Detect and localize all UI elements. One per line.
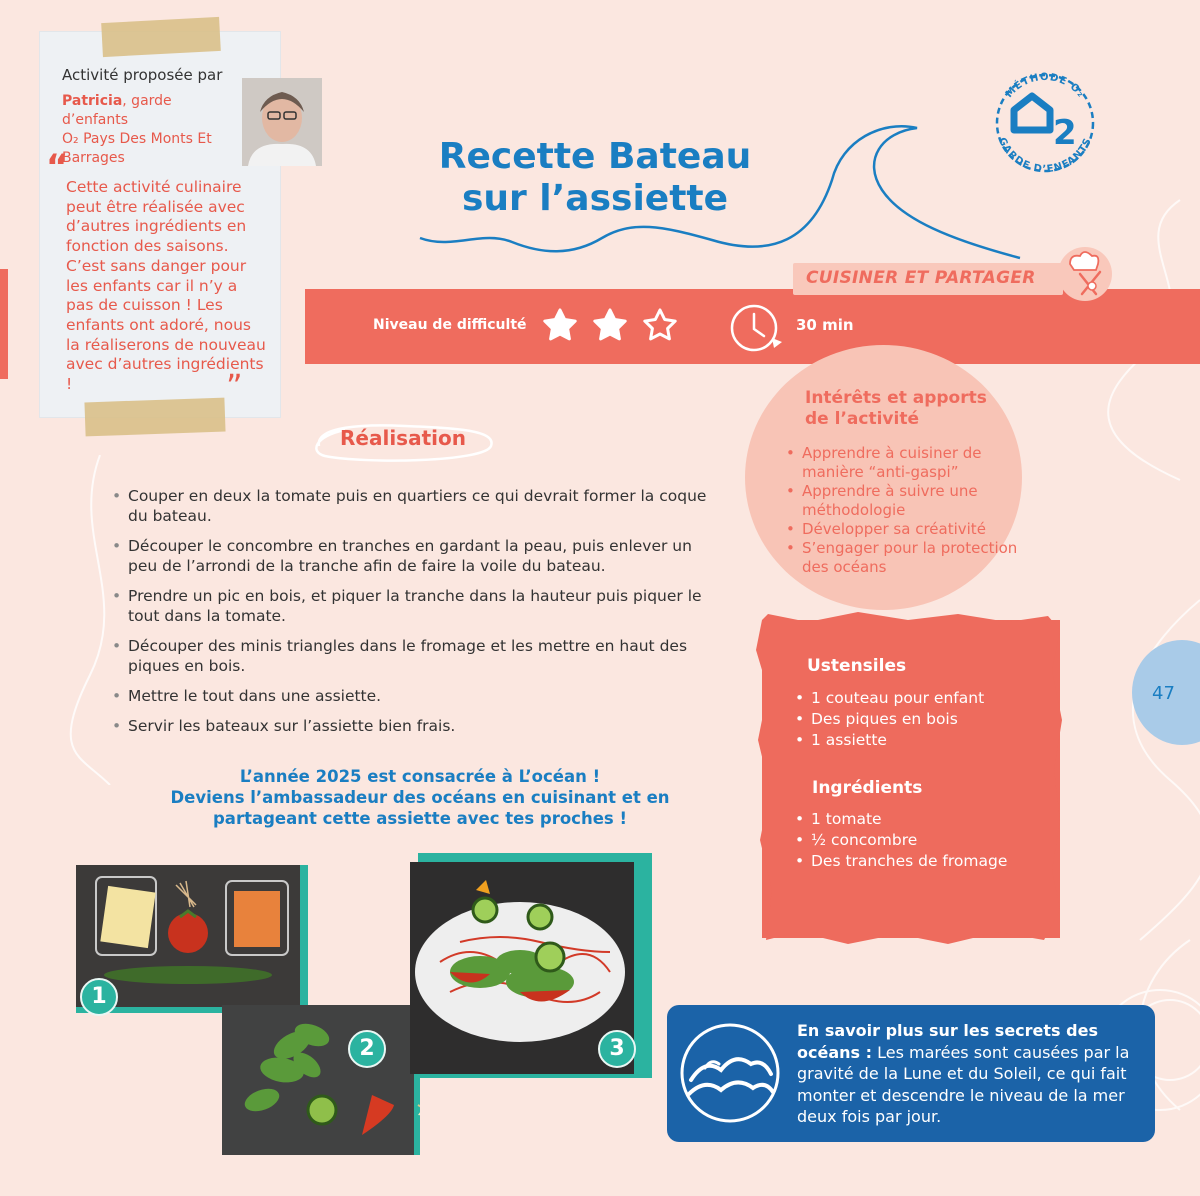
ocean-message-line-2: Deviens l’ambassadeur des océans en cuisinant et en [170,788,670,807]
ocean-fact-text [797,1020,1147,1128]
interests-title-line-2: de l’activité [805,409,919,429]
interest-item: • S’engager pour la protection des océans [786,539,1026,577]
author-info [62,92,242,168]
star-filled-icon [545,310,575,339]
quote-text: Cette activité culinaire peut être réalisée avec d’autres ingrédients en fonction des saisons. C’est sans danger pour les enfants car il n’y a pas de cuisson ! Les enfants ont adoré, nous la réaliserons de nouveau avec d’autres ingrédients ! [66,178,266,394]
clock-icon [728,302,788,354]
utensil-item: • 1 couteau pour enfant [795,688,1035,709]
photo-2-badge: 2 [348,1030,386,1068]
category-label: CUISINER ET PARTAGER [806,268,1036,288]
left-band [0,269,8,379]
step-item: • Servir les bateaux sur l’assiette bien frais. [112,716,712,736]
interest-item: • Apprendre à cuisiner de manière “anti-gaspi” [786,444,1026,482]
interests-list [786,444,1026,577]
ingredient-item: • 1 tomate [795,809,1035,830]
svg-text:MÉTHODE O₂ [1004,72,1087,100]
difficulty-stars [542,308,682,344]
svg-text:2: 2 [1053,113,1077,153]
step-item: • Découper le concombre en tranches en gardant la peau, puis enlever un peu de l’arrondi de la tranche afin de faire la voile du bateau. [112,536,712,576]
utensils-title: Ustensiles [807,656,907,676]
duration-value: 30 min [796,316,854,334]
photo-2-assembly [222,1005,420,1155]
logo-top-text: MÉTHODE O₂ [1003,71,1087,101]
title-line-2: sur l’assiette [461,178,729,219]
utensil-item: • 1 assiette [795,730,1035,751]
utensil-item: • Des piques en bois [795,709,1035,730]
author-name: Patricia [62,93,123,109]
open-quote-icon: “ [46,147,69,187]
ocean-message [120,766,720,829]
realisation-title: Réalisation [340,426,466,450]
interest-item: • Apprendre à suivre une méthodologie [786,482,1026,520]
star-empty-icon [645,310,675,339]
page-number: 47 [1152,683,1175,704]
interests-title-line-1: Intérêts et apports [805,388,987,408]
step-item: • Mettre le tout dans une assiette. [112,686,712,706]
ocean-message-line-3: partageant cette assiette avec tes proches ! [213,809,627,828]
ocean-fact-body: Les marées sont causées par la gravité de la Lune et du Soleil, ce qui fait monter et descendre le niveau de la mer deux fois par jour. [797,1042,1130,1126]
chef-utensils-icon [1052,244,1118,302]
interests-title [805,388,987,430]
agency-name: O₂ Pays Des Monts Et Barrages [62,131,212,166]
proposed-by-label: Activité proposée par [62,66,223,84]
house-icon [1014,96,1050,130]
interest-item: • Développer sa créativité [786,520,1026,539]
svg-text:GARDE D’ENFANTS [996,136,1094,175]
steps-list [112,486,712,746]
tape-bottom [84,398,225,437]
utensils-list [795,688,1035,751]
star-filled-icon [595,310,625,339]
difficulty-label: Niveau de difficulté [373,317,527,333]
page-title [400,136,790,220]
ocean-fact-lead: En savoir plus sur les secrets des océans : [797,1021,1098,1062]
ingredients-list [795,809,1035,872]
o2-logo [980,58,1110,188]
photo-3-badge: 3 [598,1030,636,1068]
waves-icon [675,1018,785,1128]
tape-top [101,17,221,57]
step-item: • Prendre un pic en bois, et piquer la tranche dans la hauteur puis piquer le tout dans la tomate. [112,586,712,626]
ingredient-item: • Des tranches de fromage [795,851,1035,872]
author-avatar [242,78,322,166]
close-quote-icon: ” [226,367,243,405]
photo-1-badge: 1 [80,978,118,1016]
step-item: • Découper des minis triangles dans le fromage et les mettre en haut des piques en bois. [112,636,712,676]
author-role: , garde d’enfants [62,93,172,128]
ingredient-item: • ½ concombre [795,830,1035,851]
ingredients-title: Ingrédients [812,778,923,798]
ocean-message-line-1: L’année 2025 est consacrée à L’océan ! [239,767,601,786]
logo-bottom-text: GARDE D’ENFANTS [995,135,1095,176]
title-line-1: Recette Bateau [438,136,752,177]
step-item: • Couper en deux la tomate puis en quartiers ce qui devrait former la coque du bateau. [112,486,712,526]
